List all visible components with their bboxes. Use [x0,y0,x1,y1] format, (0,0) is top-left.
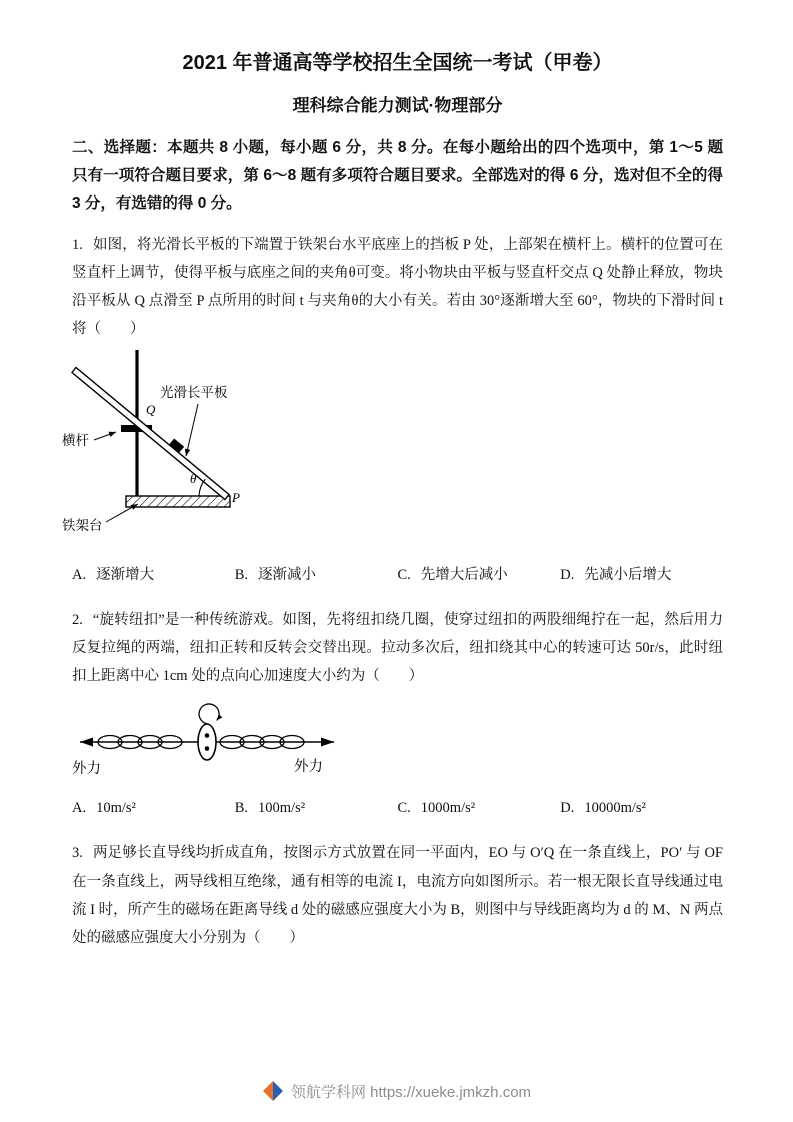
option-label: B. [234,566,249,583]
button-hole [205,747,210,752]
question-1-figure [60,348,723,553]
section-instructions: 二、选择题：本题共 8 小题，每小题 6 分，共 8 分。在每小题给出的四个选项中，第 1～5 题只有一项符合题目要求，第 6～8 题有多项符合题目要求。全部选对的得 6 分，选对但不全的得 3 分，有选错的得 0 分。 [72,139,723,213]
question-2-figure [72,700,723,790]
question-1-number: 1. [72,236,83,253]
rotation-arrow-icon [199,704,219,724]
button-spinner-diagram [72,700,342,785]
option-text: 1000m/s² [420,800,476,817]
question-2-body: “旋转纽扣”是一种传统游戏。如图，先将纽扣绕几圈，使穿过纽扣的两股细绳拧在一起，然后用力反复拉绳的两端，纽扣正转和反转会交替出现。拉动多次后，纽扣绕其中心的转速可达 50r/s，此时纽扣上距离中心 1cm 处的点向心加速度大小约为（ ） [72,611,723,685]
question-2-option-b [235,800,398,817]
option-text: 逐渐增大 [96,566,155,583]
question-3-text [72,839,723,952]
page-title: 2021 年普通高等学校招生全国统一考试（甲卷） [182,52,613,74]
question-2-option-a [72,800,235,817]
option-label: A. [72,800,87,817]
left-arrowhead-icon [80,738,93,747]
plank-label: 光滑长平板 [160,384,228,400]
site-logo-icon [262,1080,284,1102]
plank-pointer-arrow [186,404,198,456]
question-2-option-d [560,800,723,817]
option-text: 10000m/s² [584,800,646,817]
option-text: 逐渐减小 [258,566,317,583]
logo-left-half [263,1081,273,1101]
question-3-body: 两足够长直导线均折成直角，按图示方式放置在同一平面内，EO 与 O′Q 在一条直线上，PO′ 与 OF 在一条直线上，两导线相互绝缘，通有相等的电流 I，电流方向如图所示。若一根无限长直导线通过电流 I 时，所产生的磁场在距离导线 d 处的磁感应强度大小为 B，则图中与导线距离均为 d 的 M、N 两点处的磁感应强度大小分别为（ ） [72,845,723,947]
option-label: A. [72,566,87,583]
page-subtitle: 理科综合能力测试·物理部分 [292,96,503,115]
site-footer-text: 领航学科网 https://xueke.jmkzh.com [290,1083,532,1101]
question-2-text [72,606,723,691]
question-1-option-c [398,563,561,584]
question-2-option-c [398,800,561,817]
question-1-option-d [560,563,723,584]
right-force-label: 外力 [294,759,323,776]
option-label: B. [234,800,249,817]
question-1-body: 如图，将光滑长平板的下端置于铁架台水平底座上的挡板 P 处，上部架在横杆上。横杆的位置可在竖直杆上调节，使得平板与底座之间的夹角θ可变。将小物块由平板与竖直杆交点 Q 处静止释放，物块沿平板从 Q 点滑至 P 点所用的时间 t 与夹角θ的大小有关。若由 30°逐渐增大至 60°，物块的下滑时间 t 将（ ） [72,236,723,338]
incline-diagram [60,348,360,548]
question-1-text [72,231,723,344]
stand-base [126,496,230,507]
option-label: D. [560,800,575,817]
option-label: C. [397,566,411,583]
option-text: 100m/s² [258,800,306,817]
point-p-label: P [232,489,240,505]
option-text: 先增大后减小 [420,566,508,583]
button [198,724,216,760]
right-arrowhead-icon [321,738,334,747]
crossbar-label: 横杆 [62,432,89,448]
point-q-label: Q [146,401,156,417]
question-1-option-a [72,563,235,584]
option-label: C. [397,800,411,817]
question-1-option-b [235,563,398,584]
crossbar-pointer-arrow [94,432,116,440]
left-force-label: 外力 [72,761,101,778]
stand-label: 铁架台 [62,517,103,533]
question-2-options [72,800,723,817]
option-text: 先减小后增大 [584,566,672,583]
button-hole [205,734,210,739]
logo-right-half [273,1081,283,1101]
option-label: D. [560,566,575,583]
question-1-options [72,563,723,584]
question-3-number: 3. [72,845,83,862]
option-text: 10m/s² [96,800,136,817]
question-2-number: 2. [72,611,83,628]
page-footer [0,1080,793,1102]
stand-pointer-arrow [106,504,138,522]
angle-theta-label: θ [190,470,197,486]
